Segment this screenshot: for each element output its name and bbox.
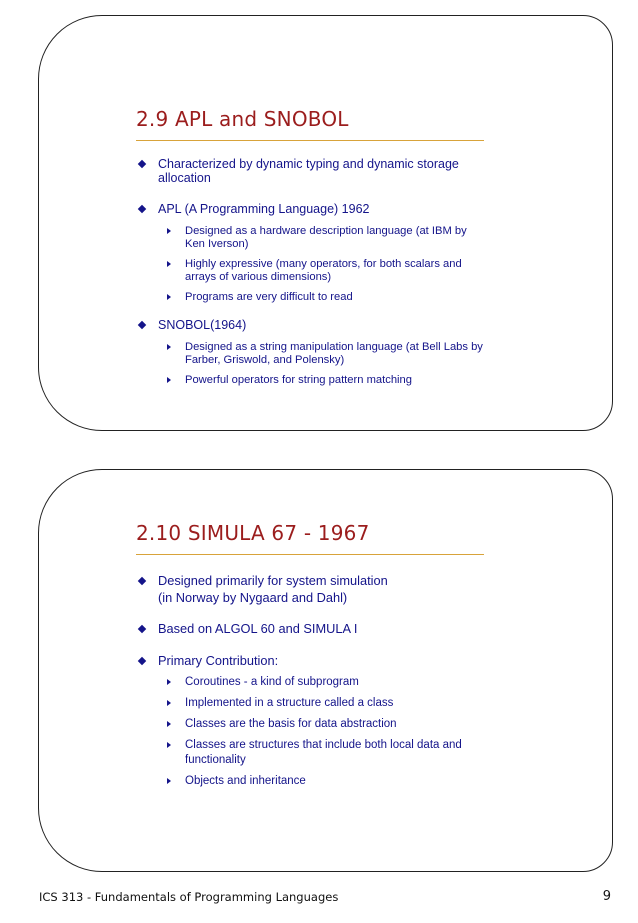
- diamond-bullet-icon: [138, 656, 146, 664]
- sub-bullet-text: Objects and inheritance: [185, 775, 306, 787]
- slide-body: [136, 573, 582, 789]
- bullet-text: Designed primarily for system simulation: [158, 573, 388, 588]
- sub-bullet-text: Coroutines - a kind of subprogram: [185, 676, 359, 688]
- bullet-item: [136, 202, 582, 216]
- slide-title: 2.10 SIMULA 67 - 1967: [136, 521, 370, 545]
- sub-bullet-text: Classes are structures that include both local data and functionality: [185, 739, 462, 766]
- slide-body: [136, 157, 582, 387]
- sub-bullet-item: [136, 374, 582, 387]
- sub-bullet-text: Powerful operators for string pattern matching: [185, 374, 412, 386]
- bullet-text-continued: (in Norway by Nygaard and Dahl): [158, 589, 348, 605]
- sub-bullet-item: [136, 774, 582, 789]
- sub-bullet-item: [136, 341, 485, 367]
- triangle-bullet-icon: [167, 742, 171, 748]
- sub-bullet-item: [136, 225, 475, 251]
- sub-bullet-item: [136, 696, 582, 711]
- bullet-item: [136, 621, 582, 638]
- bullet-text: APL (A Programming Language) 1962: [158, 202, 370, 216]
- slide-apl-snobol: [38, 15, 613, 431]
- diamond-bullet-icon: [138, 321, 146, 329]
- sub-bullet-item: [136, 717, 582, 732]
- triangle-bullet-icon: [167, 778, 171, 784]
- triangle-bullet-icon: [167, 700, 171, 706]
- triangle-bullet-icon: [167, 294, 171, 300]
- diamond-bullet-icon: [138, 625, 146, 633]
- title-underline: [136, 140, 484, 141]
- sub-bullet-item: [136, 258, 485, 284]
- title-underline: [136, 554, 484, 555]
- bullet-text: Characterized by dynamic typing and dynamic storage allocation: [158, 157, 459, 185]
- triangle-bullet-icon: [167, 679, 171, 685]
- page-number: 9: [602, 889, 611, 904]
- sub-bullet-item: [136, 738, 485, 768]
- triangle-bullet-icon: [167, 261, 171, 267]
- diamond-bullet-icon: [138, 577, 146, 585]
- bullet-text: SNOBOL(1964): [158, 318, 247, 332]
- slide-title: 2.9 APL and SNOBOL: [136, 107, 349, 131]
- slide-simula-67: [38, 469, 613, 872]
- bullet-text: Primary Contribution:: [158, 652, 279, 668]
- sub-bullet-text: Designed as a string manipulation language (at Bell Labs by Farber, Griswold, and Polensky): [185, 341, 483, 366]
- bullet-item: [136, 573, 582, 606]
- sub-bullet-text: Implemented in a structure called a class: [185, 697, 394, 709]
- sub-bullet-text: Designed as a hardware description language (at IBM by Ken Iverson): [185, 225, 467, 250]
- triangle-bullet-icon: [167, 721, 171, 727]
- sub-bullet-item: [136, 291, 582, 304]
- diamond-bullet-icon: [138, 205, 146, 213]
- triangle-bullet-icon: [167, 228, 171, 234]
- diamond-bullet-icon: [138, 160, 146, 168]
- bullet-item: [136, 653, 582, 670]
- sub-bullet-item: [136, 675, 582, 690]
- sub-bullet-text: Highly expressive (many operators, for both scalars and arrays of various dimensions): [185, 258, 462, 283]
- bullet-text: Based on ALGOL 60 and SIMULA I: [158, 621, 358, 636]
- sub-bullet-text: Classes are the basis for data abstraction: [185, 718, 397, 730]
- triangle-bullet-icon: [167, 344, 171, 350]
- sub-bullet-text: Programs are very difficult to read: [185, 291, 353, 303]
- triangle-bullet-icon: [167, 377, 171, 383]
- bullet-item: [136, 157, 488, 185]
- bullet-item: [136, 318, 582, 332]
- footer-course-title: ICS 313 - Fundamentals of Programming Languages: [39, 890, 339, 904]
